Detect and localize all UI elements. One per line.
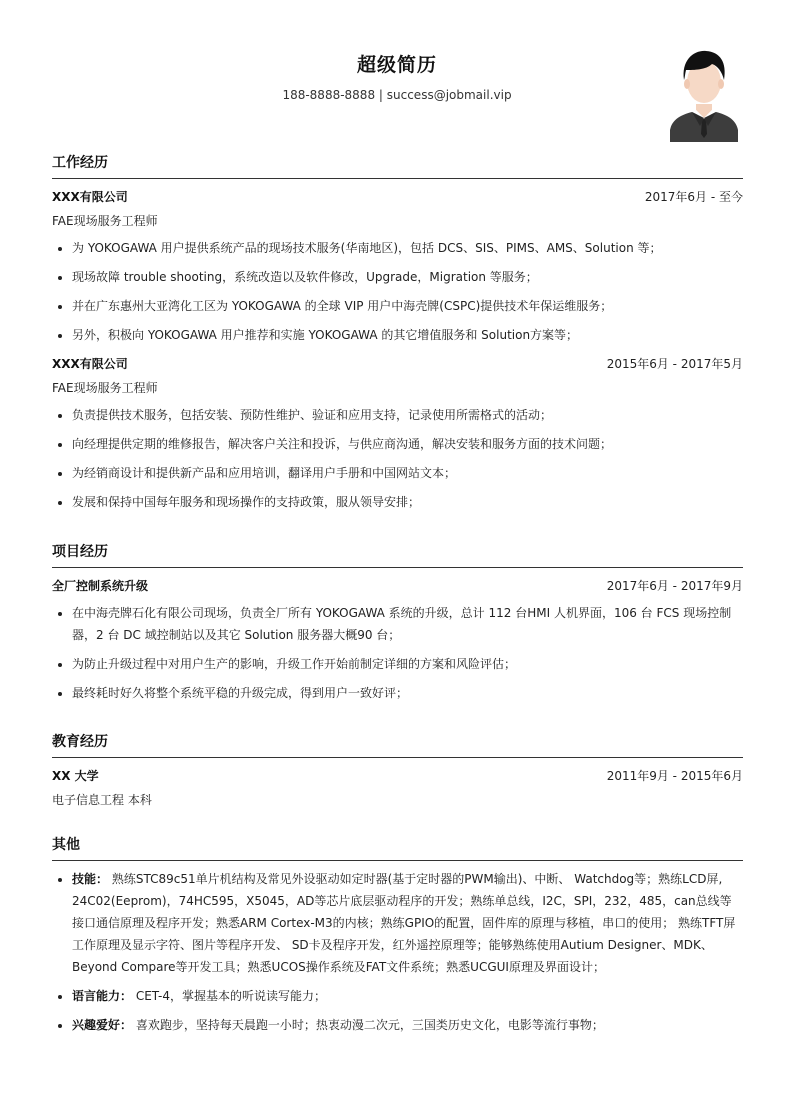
work-entry-2-header [52,355,743,373]
work-section [52,152,743,513]
work-entry-2-bullets [52,404,743,513]
skills-item [72,868,743,978]
list-item: • 向经理提供定期的维修报告，解决客户关注和投诉，与供应商沟通，解决安装和服务方面的技术问题； [72,433,743,455]
project-section [52,541,743,704]
hobbies-label: 兴趣爱好： [72,1018,133,1032]
list-item: • 为经销商设计和提供新产品和应用培训，翻译用户手册和中国网站文本； [72,462,743,484]
section-title-education: 教育经历 [52,731,743,758]
date-range: 2011年9月 - 2015年6月 [606,769,743,783]
project-bullets [52,602,743,704]
list-item: • 在中海壳牌石化有限公司现场，负责全厂所有 YOKOGAWA 系统的升级，总计 112 台HMI 人机界面，106 台 FCS 现场控制器，2 台 DC 域控制站以及其它 Solution 服务器大概90 台； [72,602,743,646]
degree-info: 电子信息工程 本科 [52,793,152,807]
list-item: • 发展和保持中国每年服务和现场操作的支持政策，服从领导安排； [72,491,743,513]
company-name: XXX有限公司 [52,357,128,371]
company-name: XXX有限公司 [52,190,128,204]
school-name: XX 大学 [52,769,99,783]
list-item: • 另外，积极向 YOKOGAWA 用户推荐和实施 YOKOGAWA 的其它增值服务和 Solution方案等； [72,324,743,346]
language-item [72,985,743,1007]
list-item: • 并在广东惠州大亚湾化工区为 YOKOGAWA 的全球 VIP 用户中海壳牌(CSPC)提供技术年保运维服务； [72,295,743,317]
contact-info: 188-8888-8888 | success@jobmail.vip [282,88,512,102]
avatar [668,46,740,142]
date-range: 2017年6月 - 至今 [644,190,743,204]
education-section [52,731,743,809]
project-name: 全厂控制系统升级 [52,579,149,593]
section-title-project: 项目经历 [52,541,743,568]
language-text: CET-4，掌握基本的听说读写能力； [135,989,326,1003]
section-title-other: 其他 [52,834,743,861]
language-label: 语言能力： [72,989,133,1003]
resume-name: 超级简历 [356,54,437,76]
education-entry-header [52,767,743,785]
list-item: • 现场故障 trouble shooting，系统改造以及软件修改，Upgrade，Migration 等服务； [72,266,743,288]
list-item: • 为防止升级过程中对用户生产的影响，升级工作开始前制定详细的方案和风险评估； [72,653,743,675]
other-section [52,834,743,1036]
work-entry-1-bullets [52,237,743,346]
date-range: 2017年6月 - 2017年9月 [606,579,743,593]
other-bullets [52,868,743,1036]
list-item: • 为 YOKOGAWA 用户提供系统产品的现场技术服务(华南地区)，包括 DCS、SIS、PIMS、AMS、Solution 等； [72,237,743,259]
list-item: • 最终耗时好久将整个系统平稳的升级完成，得到用户一致好评； [72,682,743,704]
job-title: FAE现场服务工程师 [52,214,158,228]
skills-label: 技能： [72,872,109,886]
job-title: FAE现场服务工程师 [52,381,158,395]
project-entry-header [52,577,743,595]
list-item: • 负责提供技术服务，包括安装、预防性维护、验证和应用支持，记录使用所需格式的活动； [72,404,743,426]
hobbies-text: 喜欢跑步，坚持每天晨跑一小时；热衷动漫二次元，三国类历史文化，电影等流行事物； [135,1018,604,1032]
section-title-work: 工作经历 [52,152,743,179]
hobbies-item [72,1014,743,1036]
work-entry-1-header [52,188,743,206]
date-range: 2015年6月 - 2017年5月 [606,357,743,371]
skills-text: 熟练STC89c51单片机结构及常见外设驱动如定时器(基于定时器的PWM输出)、中断、 Watchdog等；熟练LCD屏, 24C02(Eeprom)，74HC595，X5045，AD等芯片底层驱动程序的开发；熟练单总线，I2C，SPI，232，485，can总线等接口通信原理及程序开发；熟悉ARM Cortex-M3的内核；熟练GPIO的配置，固件库的原理与移植，串口的使用； 熟练TFT屏工作原理及显示字符、图片等程序开发、 SD卡及程序开发，红外遥控原理等；能够熟练使用Autium Designer、MDK、Beyond Compare等开发工具；熟悉UCOS操作系统及FAT文件系统；熟悉UCGUI原理及界面设计； [72,872,736,974]
